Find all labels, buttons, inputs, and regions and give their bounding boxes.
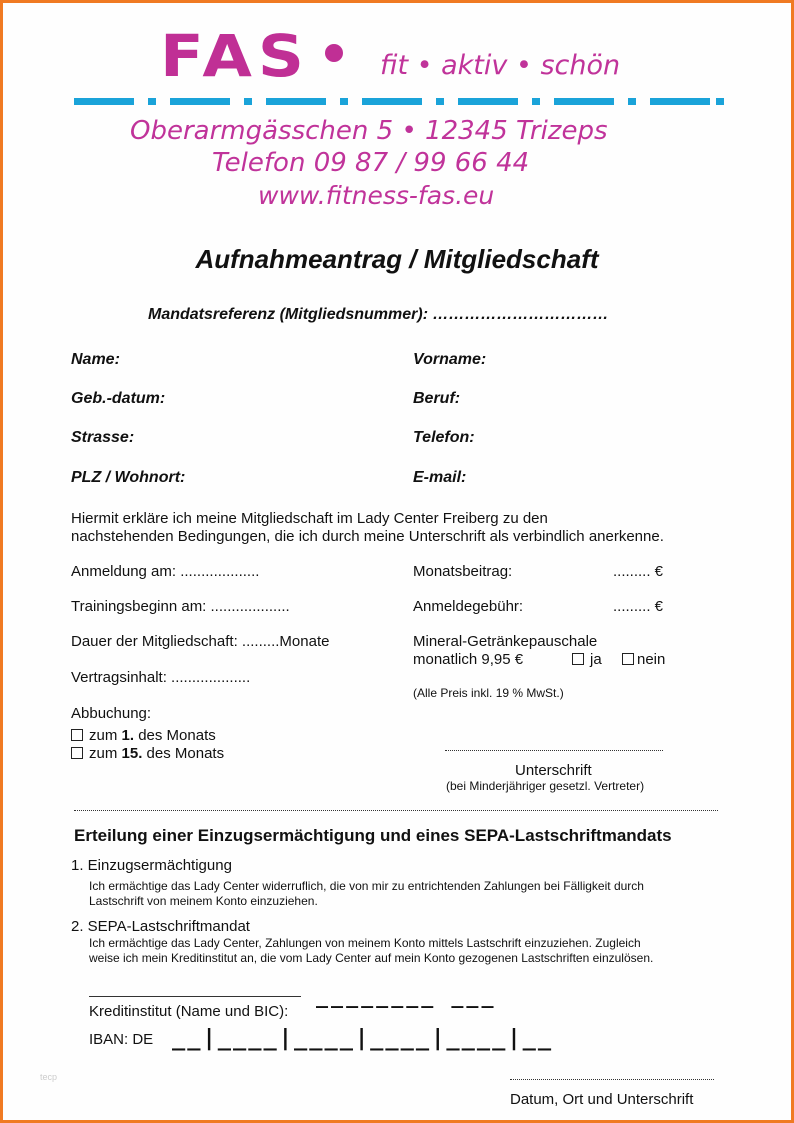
section-separator [74,810,718,811]
letterhead-dash-rule [74,98,724,106]
drinks-yes-option[interactable]: ja [572,651,602,668]
field-firstname-label: Vorname: [413,351,487,368]
drinks-package-price: monatlich 9,95 € [413,651,524,668]
brand-logo-text: FAS [160,23,310,91]
monthly-fee-value: ......... € [613,563,664,580]
checkbox-no[interactable] [622,653,634,665]
field-name-label: Name: [71,351,120,368]
declaration-line-1: Hiermit erkläre ich meine Mitgliedschaft im Lady Center Freiberg zu den [71,510,548,527]
sepa-item2-title: 2. SEPA-Lastschriftmandat [71,918,250,935]
iban-label: IBAN: DE [89,1031,154,1048]
brand-address: Oberarmgässchen 5 • 12345 Trizeps [130,116,608,146]
price-note: (Alle Preis inkl. 19 % MwSt.) [413,686,564,700]
date-place-signature-label: Datum, Ort und Unterschrift [510,1091,694,1108]
registration-date: Anmeldung am: ................... [71,563,260,580]
logo-dot [325,44,343,62]
drinks-package-label: Mineral-Getränkepauschale [413,633,598,650]
registration-fee-label: Anmeldegebühr: [413,598,524,615]
sepa-item1-title: 1. Einzugsermächtigung [71,857,232,874]
bank-name-line[interactable] [89,996,301,997]
bic-dashes[interactable]: ________ ___ [316,984,497,1008]
date-signature-line [510,1079,714,1080]
field-street-label: Strasse: [71,429,135,446]
signature-note: (bei Minderjähriger gesetzl. Vertreter) [446,779,645,793]
sepa-item2-text-2: weise ich mein Kreditinstitut an, die vom Lady Center auf mein Konto gezogenen Lastschriften einzulösen. [89,951,654,965]
brand-phone: Telefon 09 87 / 99 66 44 [212,148,530,178]
signature-label: Unterschrift [515,762,592,779]
field-city-label: PLZ / Wohnort: [71,469,186,486]
signature-line [445,750,663,751]
training-start: Trainingsbeginn am: ................... [71,598,290,615]
registration-fee-value: ......... € [613,598,664,615]
sepa-item1-text-2: Lastschrift von meinem Konto einzuziehen. [89,894,318,908]
sepa-item1-text-1: Ich ermächtige das Lady Center widerruflich, die von mir zu entrichtenden Zahlungen bei Fälligkeit durch [89,879,644,893]
membership-duration: Dauer der Mitgliedschaft: .........Monate [71,633,330,650]
debit-option-15th[interactable]: zum 15. des Monats [71,745,224,762]
form-title: Aufnahmeantrag / Mitgliedschaft [195,244,599,274]
drinks-no-option[interactable]: nein [622,651,665,668]
field-birthdate-label: Geb.-datum: [71,390,166,407]
checkbox-yes[interactable] [572,653,584,665]
brand-tagline: fit • aktiv • schön [380,50,621,81]
monthly-fee-label: Monatsbeitrag: [413,563,513,580]
mandate-reference: Mandatsreferenz (Mitgliedsnummer): …………………………… [148,306,609,323]
debit-label: Abbuchung: [71,705,152,722]
watermark: tecp [40,1072,58,1082]
brand-website: www.fitness-fas.eu [258,181,495,210]
declaration-line-2: nachstehenden Bedingungen, die ich durch meine Unterschrift als verbindlich anerkenne. [71,528,664,545]
debit-option-1st[interactable]: zum 1. des Monats [71,727,216,744]
checkbox-15th[interactable] [71,747,83,759]
checkbox-1st[interactable] [71,729,83,741]
field-profession-label: Beruf: [413,390,461,407]
bank-label: Kreditinstitut (Name und BIC): [89,1003,289,1020]
sepa-item2-text-1: Ich ermächtige das Lady Center, Zahlungen von meinem Konto mittels Lastschrift einzuziehen. Zugleich [89,936,641,950]
sepa-heading: Erteilung einer Einzugsermächtigung und eines SEPA-Lastschriftmandats [74,826,672,845]
contract-content: Vertragsinhalt: ................... [71,669,251,686]
iban-input-dashes[interactable]: __|____|____|____|____|__ [172,1026,554,1051]
field-email-label: E-mail: [413,469,467,486]
field-phone-label: Telefon: [413,429,475,446]
